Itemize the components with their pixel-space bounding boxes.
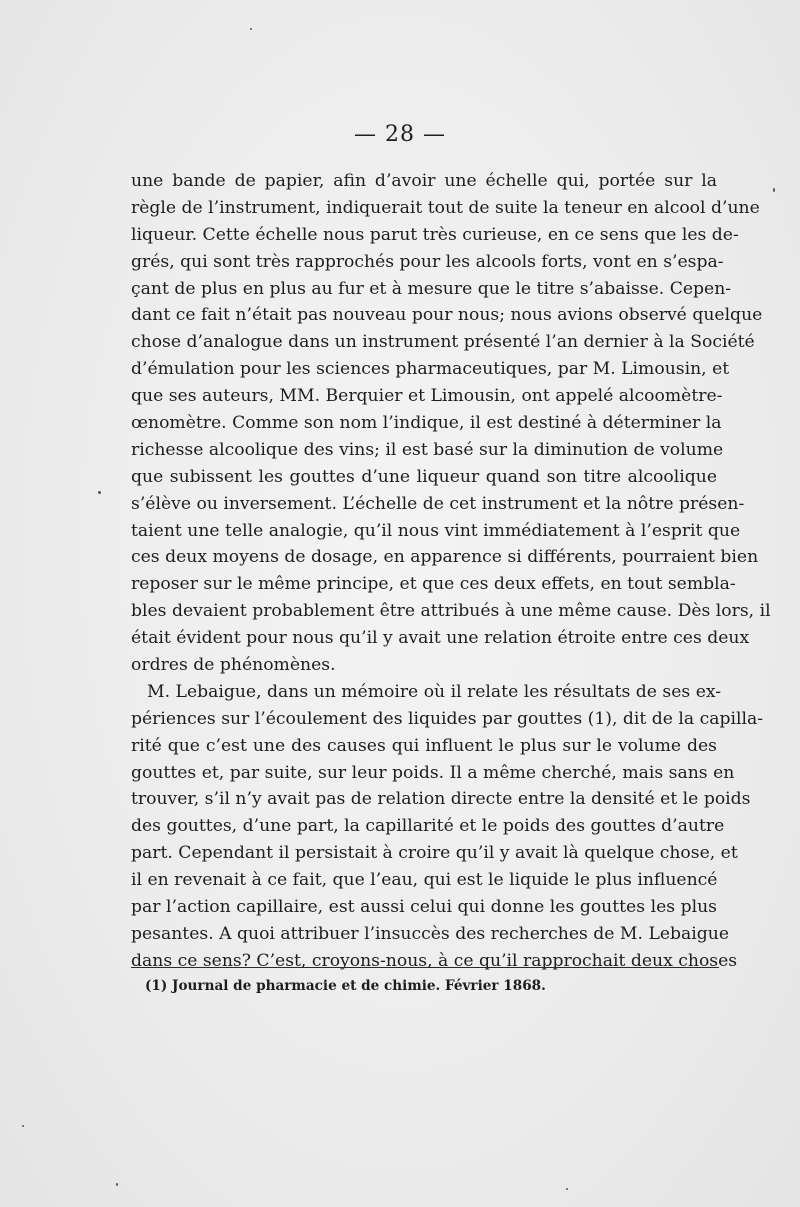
text-line: ces deux moyens de dosage, en apparence si différents, pourraient bien — [131, 547, 759, 568]
text-line: gouttes et, par suite, sur leur poids. Il a même cherché, mais sans en — [131, 762, 735, 783]
text-line: des gouttes, d’une part, la capillarité et le poids des gouttes d’autre — [131, 816, 725, 837]
text-line: dant ce fait n’était pas nouveau pour nous; nous avions observé quelque — [131, 305, 763, 326]
text-line: d’émulation pour les sciences pharmaceutiques, par M. Limousin, et — [131, 359, 730, 380]
text-line: il en revenait à ce fait, que l’eau, qui est le liquide le plus influencé — [131, 870, 718, 891]
text-line: périences sur l’écoulement des liquides par gouttes (1), dit de la capilla- — [131, 708, 764, 729]
paper-speck — [566, 1188, 568, 1190]
text-line: taient une telle analogie, qu’il nous vint immédiatement à l’esprit que — [131, 520, 741, 541]
text-line: dans ce sens? C’est, croyons-nous, à ce qu’il rapprochait deux choses — [131, 950, 738, 971]
text-line: par l’action capillaire, est aussi celui qui donne les gouttes les plus — [131, 897, 717, 918]
text-line: chose d’analogue dans un instrument présenté l’an dernier à la Société — [131, 332, 755, 353]
text-line: part. Cependant il persistait à croire qu’il y avait là quelque chose, et — [131, 843, 738, 864]
text-line: ordres de phénomènes. — [131, 655, 336, 676]
text-line: œnomètre. Comme son nom l’indique, il est destiné à déterminer la — [131, 413, 722, 434]
paper-speck — [22, 1125, 24, 1127]
text-line: bles devaient probablement être attribués à une même cause. Dès lors, il — [131, 601, 771, 622]
text-line: s’élève ou inversement. L’échelle de cet instrument et la nôtre présen- — [131, 493, 745, 514]
text-line: que subissent les gouttes d’une liqueur quand son titre alcoolique — [131, 466, 717, 487]
text-line: reposer sur le même principe, et que ces deux effets, en tout sembla- — [131, 574, 736, 595]
paper-speck — [250, 28, 252, 30]
text-line: une bande de papier, afin d’avoir une échelle qui, portée sur la — [131, 171, 717, 191]
footnote-divider — [131, 967, 719, 968]
paper-speck — [116, 1183, 118, 1186]
text-line: pesantes. A quoi attribuer l’insuccès des recherches de M. Lebaigue — [131, 923, 730, 944]
text-line: règle de l’instrument, indiquerait tout de suite la teneur en alcool d’une — [131, 197, 760, 218]
text-line: que ses auteurs, MM. Berquier et Limousin, ont appelé alcoomètre- — [131, 386, 723, 407]
text-line: trouver, s’il n’y avait pas de relation directe entre la densité et le poids — [131, 789, 751, 810]
text-line: M. Lebaigue, dans un mémoire où il relate les résultats de ses ex- — [147, 681, 722, 702]
page-number: — 28 — — [354, 122, 446, 147]
text-line: çant de plus en plus au fur et à mesure que le titre s’abaisse. Cepen- — [131, 278, 732, 299]
footnote: (1) Journal de pharmacie et de chimie. Février 1868. — [145, 978, 546, 994]
text-line: était évident pour nous qu’il y avait une relation étroite entre ces deux — [131, 628, 750, 649]
text-line: grés, qui sont très rapprochés pour les alcools forts, vont en s’espa- — [131, 251, 724, 272]
text-line: liqueur. Cette échelle nous parut très curieuse, en ce sens que les de- — [131, 224, 739, 245]
paper-speck — [98, 491, 101, 494]
text-line: richesse alcoolique des vins; il est basé sur la diminution de volume — [131, 439, 724, 460]
paper-speck — [773, 188, 775, 192]
body-text — [131, 168, 771, 975]
text-line: rité que c’est une des causes qui influent le plus sur le volume des — [131, 735, 717, 756]
